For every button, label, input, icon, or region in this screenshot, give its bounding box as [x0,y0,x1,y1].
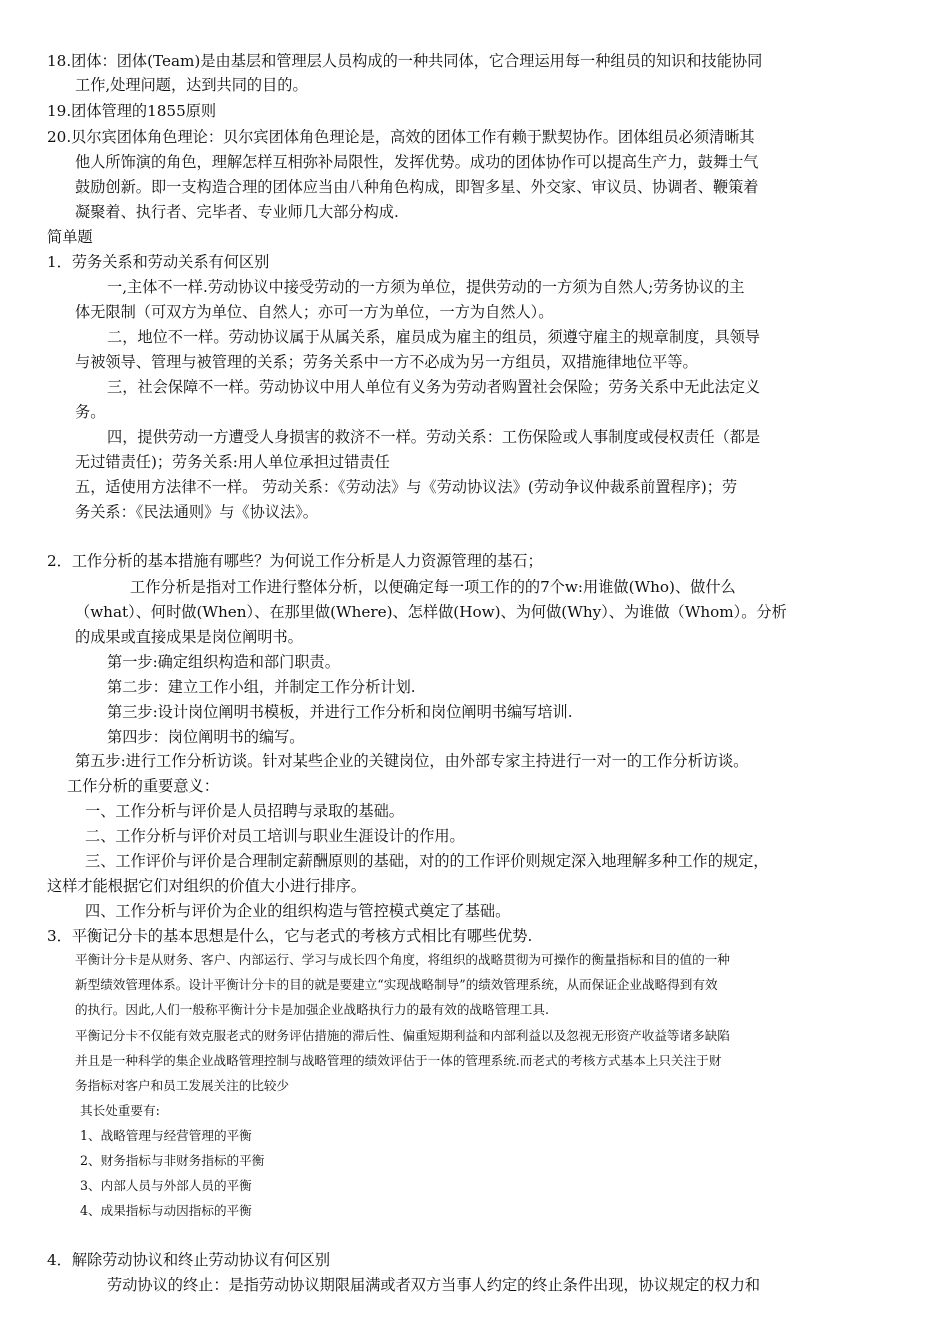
text-line: 1、战略管理与经营管理的平衡 [80,1128,252,1143]
text-line: 4、成果指标与动因指标的平衡 [80,1203,252,1218]
text-line: 凝聚着、执行者、完毕者、专业师几大部分构成. [75,203,399,221]
text-line: 第二步：建立工作小组，并制定工作分析计划. [107,678,416,696]
text-line: 平衡记分卡不仅能有效克服老式的财务评估措施的滞后性、偏重短期利益和内部利益以及忽视无形资产收益等诸多缺陷 [75,1028,730,1043]
text-line: 四，提供劳动一方遭受人身损害的救济不一样。劳动关系：工伤保险或人事制度或侵权责任（都是 [107,428,761,446]
text-line: 一,主体不一样.劳动协议中接受劳动的一方须为单位，提供劳动的一方须为自然人;劳务协议的主 [107,278,745,296]
text-line: 三，社会保障不一样。劳动协议中用人单位有义务为劳动者购置社会保险；劳务关系中无此法定义 [107,378,761,396]
text-line: 务指标对客户和员工发展关注的比较少 [75,1078,290,1093]
text-line: 3、内部人员与外部人员的平衡 [80,1178,252,1193]
text-line: 四、工作分析与评价为企业的组织构造与管控模式奠定了基础。 [85,902,511,920]
text-line: 鼓励创新。即一支构造合理的团体应当由八种角色构成，即智多星、外交家、审议员、协调者、鞭策着 [75,178,759,196]
text-line: 工作分析是指对工作进行整体分析，以便确定每一项工作的的7个w:用谁做(Who)、做什么 [130,578,736,596]
text-line: 新型绩效管理体系。设计平衡计分卡的目的就是要建立“实现战略制导”的绩效管理系统，从而保证企业战略得到有效 [75,977,718,992]
text-line: 平衡计分卡是从财务、客户、内部运行、学习与成长四个角度，将组织的战略贯彻为可操作的衡量指标和目的值的一种 [75,952,730,967]
text-line: （what）、何时做(When）、在那里做(Where)、怎样做(How)、为何做(Why）、为谁做（Whom）。分析 [75,603,787,621]
text-line: 1．劳务关系和劳动关系有何区别 [47,253,270,271]
text-line: 工作分析的重要意义： [67,777,219,795]
text-line: 无过错责任)；劳务关系:用人单位承担过错责任 [75,453,390,471]
text-line: 五，适使用方法律不一样。 劳动关系：《劳动法》与《劳动协议法》(劳动争议仲裁系前置程序)；劳 [75,478,738,496]
text-line: 18.团体：团体(Team)是由基层和管理层人员构成的一种共同体，它合理运用每一种组员的知识和技能协同 [47,52,763,70]
text-line: 二、工作分析与评价对员工培训与职业生涯设计的作用。 [85,827,465,845]
text-line: 一、工作分析与评价是人员招聘与录取的基础。 [85,802,404,820]
text-line: 务关系：《民法通则》与《协议法》。 [75,503,318,521]
text-line: 第五步:进行工作分析访谈。针对某些企业的关键岗位，由外部专家主持进行一对一的工作分析访谈。 [75,752,749,770]
text-line: 3．平衡记分卡的基本思想是什么，它与老式的考核方式相比有哪些优势. [47,927,533,945]
text-line: 的执行。因此,人们一般称平衡计分卡是加强企业战略执行力的最有效的战略管理工具. [75,1002,549,1017]
text-line: 并且是一种科学的集企业战略管理控制与战略管理的绩效评估于一体的管理系统.而老式的考核方式基本上只关注于财 [75,1053,722,1068]
text-line: 三、工作评价与评价是合理制定薪酬原则的基础，对的的工作评价则规定深入地理解多种工作的规定， [85,852,769,870]
text-line: 2、财务指标与非财务指标的平衡 [80,1153,265,1168]
text-line: 第一步:确定组织构造和部门职责。 [107,653,340,671]
text-line: 的成果或直接成果是岗位阐明书。 [75,628,303,646]
text-line: 2．工作分析的基本措施有哪些？为何说工作分析是人力资源管理的基石； [47,552,543,570]
text-line: 第四步：岗位阐明书的编写。 [107,728,305,746]
text-line: 二，地位不一样。劳动协议属于从属关系，雇员成为雇主的组员，须遵守雇主的规章制度，具领导 [107,328,761,346]
text-line: 简单题 [47,228,93,246]
text-line: 工作,处理问题，达到共同的目的。 [75,76,308,94]
text-line: 与被领导、管理与被管理的关系；劳务关系中一方不必成为另一方组员，双措施律地位平等。 [75,353,698,371]
text-line: 体无限制（可双方为单位、自然人；亦可一方为单位，一方为自然人）。 [75,303,554,321]
text-line: 第三步:设计岗位阐明书模板，并进行工作分析和岗位阐明书编写培训. [107,703,573,721]
text-line: 他人所饰演的角色，理解怎样互相弥补局限性，发挥优势。成功的团体协作可以提高生产力，鼓舞士气 [75,153,759,171]
text-line: 4．解除劳动协议和终止劳动协议有何区别 [47,1251,331,1269]
text-line: 其长处重要有: [80,1103,160,1118]
text-line: 19.团体管理的1855原则 [47,102,217,120]
text-line: 这样才能根据它们对组织的价值大小进行排序。 [47,877,366,895]
text-line: 务。 [75,403,106,421]
text-line: 20.贝尔宾团体角色理论：贝尔宾团体角色理论是，高效的团体工作有赖于默契协作。团体组员必须清晰其 [47,128,755,146]
text-line: 劳动协议的终止：是指劳动协议期限届满或者双方当事人约定的终止条件出现，协议规定的权力和 [107,1276,761,1294]
